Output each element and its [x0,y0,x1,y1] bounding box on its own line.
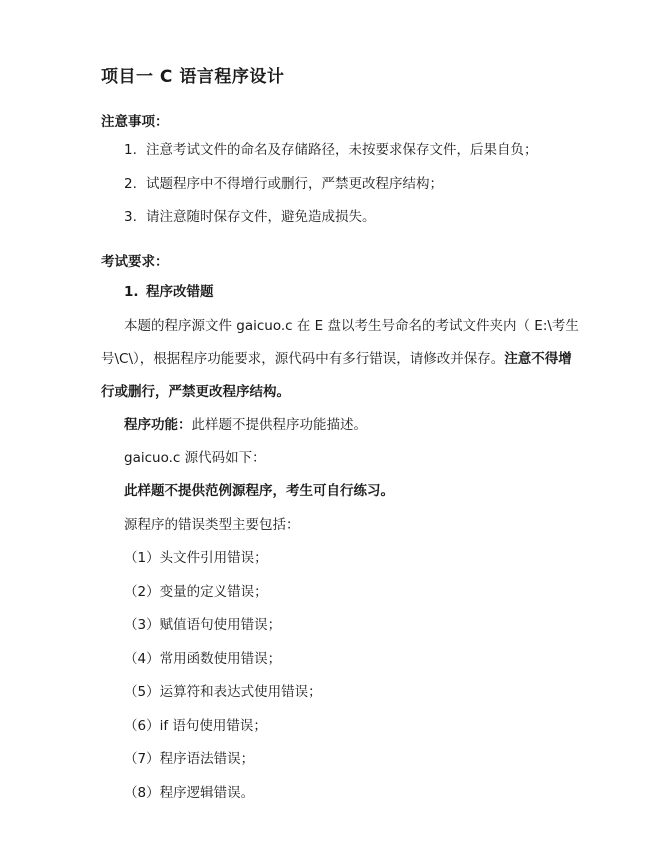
function-label: 程序功能： [124,417,192,433]
error-type-item: （1）头文件引用错误； [124,550,268,566]
no-sample-note: 此样题不提供范例源程序，考生可自行练习。 [124,483,394,499]
notice-item-number: 1. [124,142,137,158]
paragraph-line-2 [101,350,572,368]
error-type-item: （5）运算符和表达式使用错误； [124,684,322,700]
paragraph-emphasis: 注意不得增 [504,351,572,367]
notice-heading: 注意事项： [101,114,169,130]
notice-item-1 [124,141,538,159]
notice-item-number: 3. [124,209,137,225]
error-type-item: （7）程序语法错误； [124,751,255,767]
function-description [124,416,367,434]
notice-item-number: 2. [124,176,137,192]
notice-item-text: 注意考试文件的命名及存储路径，未按要求保存文件，后果自负； [146,142,538,158]
document-title: 项目一 C 语言程序设计 [101,67,285,87]
error-type-item: （4）常用函数使用错误； [124,651,282,667]
paragraph-line-1: 本题的程序源文件 gaicuo.c 在 E 盘以考生号命名的考试文件夹内（ E:\考生 [124,318,579,334]
function-text: 此样题不提供程序功能描述。 [191,417,367,433]
notice-item-3 [124,208,376,226]
error-type-item: （2）变量的定义错误； [124,584,268,600]
error-type-item: （6）if 语句使用错误； [124,718,267,734]
notice-item-text: 请注意随时保存文件，避免造成损失。 [146,209,376,225]
section-heading [124,283,214,301]
paragraph-line-3: 行或删行，严禁更改程序结构。 [101,384,290,400]
paragraph-text: 号\C\），根据程序功能要求，源代码中有多行错误，请修改并保存。 [101,351,505,367]
source-label: gaicuo.c 源代码如下： [124,450,266,466]
requirements-heading: 考试要求： [101,254,169,270]
notice-item-text: 试题程序中不得增行或删行，严禁更改程序结构； [146,176,443,192]
error-type-item: （3）赋值语句使用错误； [124,617,282,633]
error-types-intro: 源程序的错误类型主要包括： [124,517,300,533]
section-title: 程序改错题 [146,284,214,300]
notice-item-2 [124,175,443,193]
section-number: 1. [124,284,139,300]
error-type-item: （8）程序逻辑错误。 [124,785,255,801]
